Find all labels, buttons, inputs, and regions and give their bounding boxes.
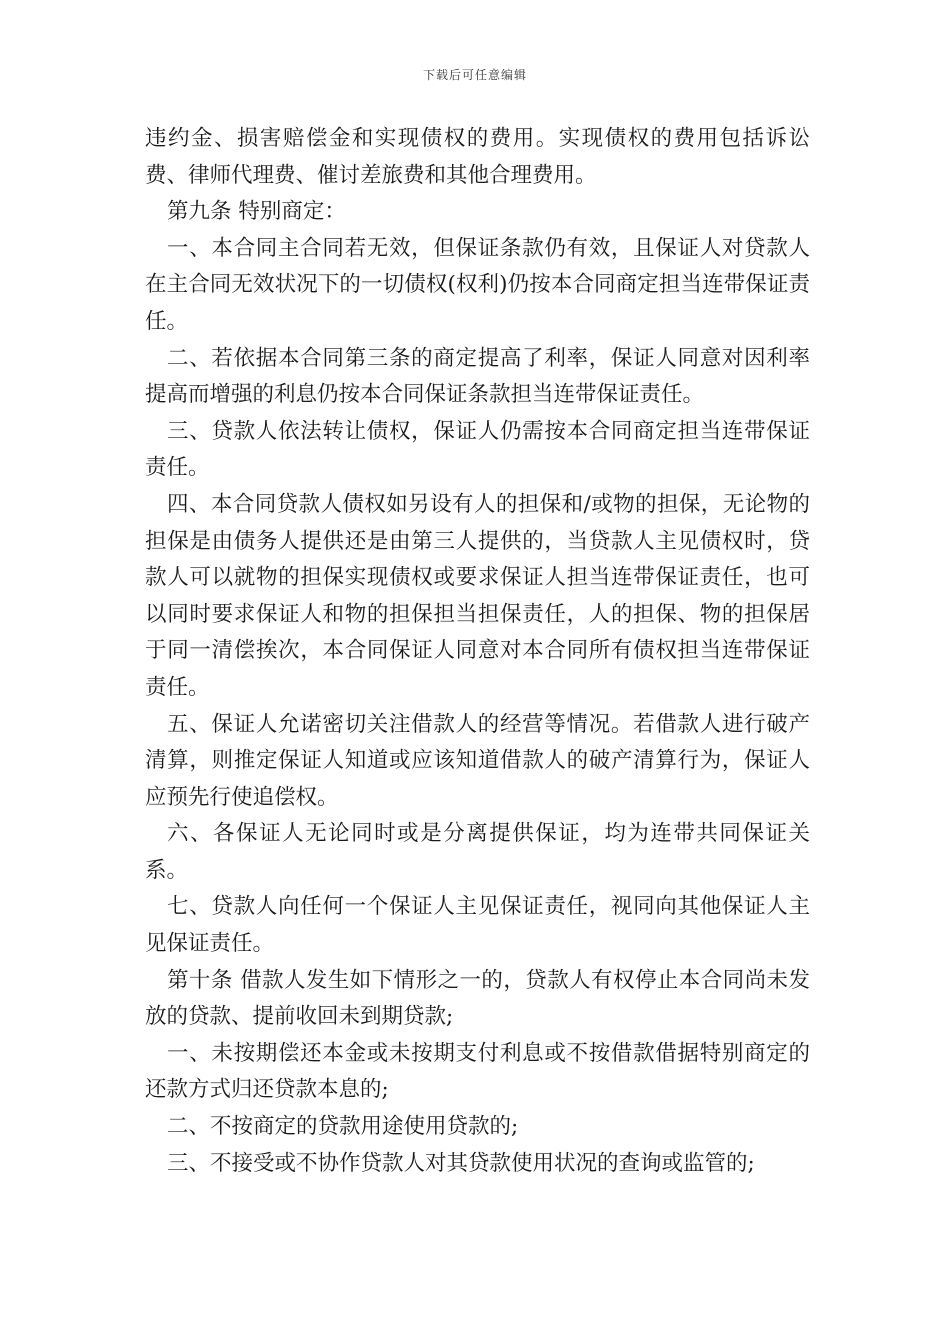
- paragraph-article-9-item-5: 五、保证人允诺密切关注借款人的经营等情况。若借款人进行破产清算，则推定保证人知道或应该知道借款人的破产清算行为，保证人应预先行使追偿权。: [145, 711, 810, 810]
- header-note: 下载后可任意编辑: [422, 68, 527, 82]
- document-body: [145, 121, 810, 1182]
- paragraph-article-9-item-4: 四、本合同贷款人债权如另设有人的担保和/或物的担保，无论物的担保是由债务人提供还是由第三人提供的，当贷款人主见债权时，贷款人可以就物的担保实现债权或要求保证人担当连带保证责任，也可以同时要求保证人和物的担保担当担保责任，人的担保、物的担保居于同一清偿挨次，本合同保证人同意对本合同所有债权担当连带保证责任。: [145, 491, 810, 700]
- paragraph-article-10-item-1: 一、未按期偿还本金或未按期支付利息或不按借款借据特别商定的还款方式归还贷款本息的;: [145, 1040, 810, 1103]
- paragraph-article-9-item-2: 二、若依据本合同第三条的商定提高了利率，保证人同意对因利率提高而增强的利息仍按本合同保证条款担当连带保证责任。: [145, 345, 810, 408]
- paragraph-article-9-item-7: 七、贷款人向任何一个保证人主见保证责任，视同向其他保证人主见保证责任。: [145, 894, 810, 957]
- paragraph-article-10-item-2: 二、不按商定的贷款用途使用贷款的;: [167, 1114, 519, 1140]
- paragraph-continuation: 违约金、损害赔偿金和实现债权的费用。实现债权的费用包括诉讼费、律师代理费、催讨差旅费和其他合理费用。: [145, 126, 810, 188]
- paragraph-article-9-title: 第九条 特别商定：: [167, 199, 346, 225]
- paragraph-article-9-item-1: 一、本合同主合同若无效，但保证条款仍有效，且保证人对贷款人在主合同无效状况下的一切债权(权利)仍按本合同商定担当连带保证责任。: [145, 235, 810, 334]
- paragraph-article-10-item-3: 三、不接受或不协作贷款人对其贷款使用状况的查询或监管的;: [167, 1150, 755, 1176]
- paragraph-article-9-item-3: 三、贷款人依法转让债权，保证人仍需按本合同商定担当连带保证责任。: [145, 418, 810, 481]
- paragraph-article-9-item-6: 六、各保证人无论同时或是分离提供保证，均为连带共同保证关系。: [145, 821, 810, 883]
- paragraph-article-10-title: 第十条 借款人发生如下情形之一的，贷款人有权停止本合同尚未发放的贷款、提前收回未到期贷款;: [145, 967, 810, 1030]
